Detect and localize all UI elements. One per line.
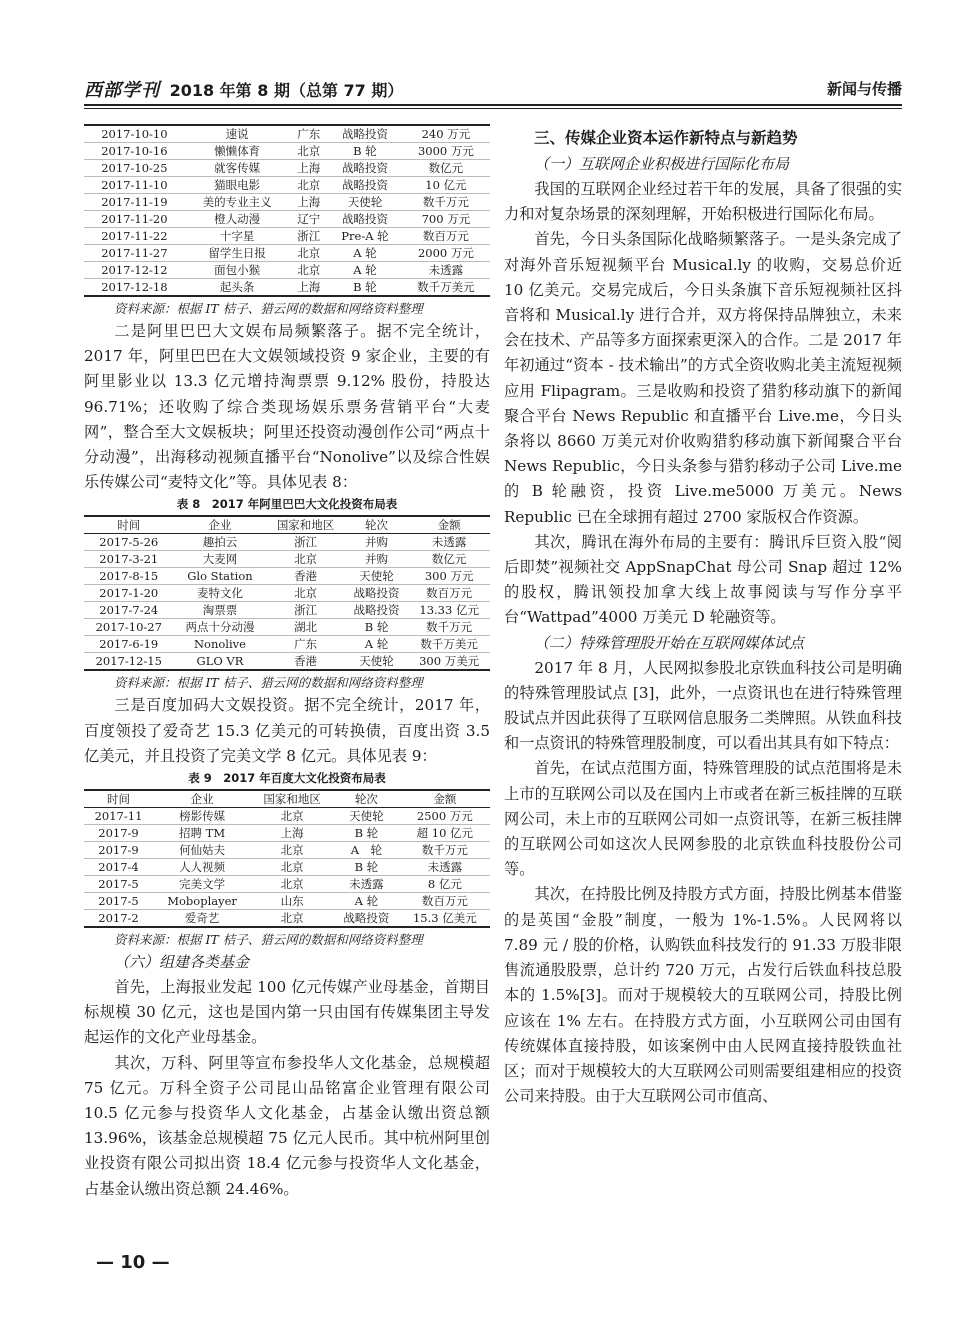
table-header-cell: 金额	[408, 516, 490, 534]
table-row	[84, 825, 490, 842]
table-cell: 北京	[280, 860, 304, 875]
table-cell: 数千万美元	[417, 280, 475, 294]
table-cell: 超 10 亿元	[416, 826, 474, 841]
table-cell: 2017-11-20	[101, 212, 168, 226]
table-cell: 2017-11-19	[101, 195, 168, 209]
table-cell: 榜影传媒	[179, 809, 226, 824]
table-9-caption: 表 9 2017 年百度大文化投资布局表	[188, 771, 386, 786]
table-row	[84, 808, 490, 825]
table-row	[84, 568, 490, 585]
table-cell: 香港	[294, 569, 318, 584]
table-cell: 2017-11-22	[101, 229, 168, 243]
table-9-source: 资料来源：根据 IT 桔子、猎云网的数据和网络资料整理	[114, 932, 423, 948]
table-cell: 上海	[280, 826, 304, 841]
table-cell: 麦特文化	[196, 586, 243, 601]
table-cell: 2017-9	[98, 826, 139, 841]
table-cell: A 轮	[364, 637, 389, 652]
table-cell: 240 万元	[421, 127, 471, 141]
right-column	[504, 124, 902, 1109]
left-column	[84, 124, 490, 1202]
table-row	[84, 279, 490, 297]
table-cell: 2017-2	[98, 911, 139, 926]
left-paragraphs-3	[84, 975, 490, 1202]
table-cell: 爱奇艺	[184, 911, 220, 926]
table-cell: B 轮	[364, 620, 389, 635]
table-cell: 北京	[297, 246, 321, 260]
table-cell: 并购	[365, 535, 389, 550]
table-row	[84, 636, 490, 653]
issue-label: 2018 年第 8 期（总第 77 期）	[169, 81, 404, 100]
table-source: 资料来源：根据 IT 桔子、猎云网的数据和网络资料整理	[114, 301, 423, 316]
table-cell: 战略投资	[343, 911, 390, 926]
table-row	[84, 211, 490, 228]
table-header-cell: 时间	[84, 790, 153, 808]
body-paragraph: 二是阿里巴巴大文娱布局频繁落子。据不完全统计，2017 年，阿里巴巴在大文娱领域投资 9 家企业，主要的有阿里影业以 13.3 亿元增持淘票票 9.12% 股份，持股达 96.71%；还收购了综合类现场娱乐票务营销平台“大麦网”，整合至大文娱板块；阿里还投资动漫创作公司“两点十分动漫”，出海移动视频直播平台“Nonolive”以及综合性娱乐传媒公司“麦特文化”等。具体见表 8：	[84, 322, 490, 492]
table-cell: 数千万美元	[420, 637, 478, 652]
body-paragraph: 2017 年 8 月，人民网拟参股北京铁血科技公司是明确的特殊管理股试点 [3]，此外，一点资讯也在进行特殊管理股试点并因此获得了互联网信息服务二类牌照。从铁血科技和一点资讯的特殊管理股制度，可以看出其具有如下特点：	[504, 658, 902, 753]
table-cell: 未透露	[427, 860, 463, 875]
table-row	[84, 194, 490, 211]
table-cell: 2017-6-19	[99, 637, 159, 652]
table-cell: 2017-4	[98, 860, 139, 875]
right-paragraphs-1	[504, 177, 902, 631]
body-paragraph: 三是百度加码大文娱投资。据不完全统计，2017 年，百度领投了爱奇艺 15.3 亿美元的可转换债，百度出资 3.5 亿美元，并且投资了完美文学 8 亿元。具体见表 9：	[84, 696, 490, 765]
table-row	[84, 893, 490, 910]
table-cell: 2000 万元	[417, 246, 474, 260]
table-cell: 美的专业主义	[202, 195, 272, 209]
table-cell: 面包小猴	[214, 263, 261, 277]
table-header-cell: 轮次	[345, 516, 409, 534]
table-row	[84, 177, 490, 194]
table-cell: 2500 万元	[416, 809, 473, 824]
table-cell: 2017-3-21	[99, 552, 159, 567]
table-cell: 起头条	[219, 280, 255, 294]
table-cell: 数千万元	[426, 620, 473, 635]
journal-logo: 西部学刊	[84, 80, 160, 101]
table-cell: 2017-10-16	[101, 144, 168, 158]
table-cell: 300 万美元	[419, 654, 480, 669]
table-cell: 北京	[297, 178, 321, 192]
header-rule-thin	[84, 108, 902, 109]
table-cell: 辽宁	[297, 212, 321, 226]
table-cell: 十字星	[219, 229, 255, 243]
table-cell: 浙江	[297, 229, 321, 243]
table-cell: 上海	[297, 280, 321, 294]
table-header-cell: 国家和地区	[251, 790, 333, 808]
table-cell: 13.33 亿元	[419, 603, 479, 618]
table-cell: 橙人动漫	[214, 212, 261, 226]
table-cell: 2017-5	[98, 894, 139, 909]
table-cell: 浙江	[294, 535, 318, 550]
table-cell: 北京	[280, 809, 304, 824]
subheading-funds: （六）组建各类基金	[114, 953, 250, 972]
table-cell: 数亿元	[428, 161, 464, 175]
table-cell: 留学生日报	[208, 246, 266, 260]
table-cell: 北京	[280, 911, 304, 926]
table-cell: 2017-10-10	[101, 127, 168, 141]
table-cell: 数千万元	[422, 195, 469, 209]
table-cell: 招聘 TM	[179, 826, 226, 841]
table-cell: 战略投资	[341, 178, 388, 192]
table-cell: 2017-12-12	[101, 263, 168, 277]
page-number: — 10 —	[96, 1252, 170, 1273]
table-cell: 2017-7-24	[99, 603, 159, 618]
body-paragraph: 我国的互联网企业经过若干年的发展，具备了很强的实力和对复杂场景的深刻理解，开始积极进行国际化布局。	[504, 180, 902, 224]
body-paragraph: 其次，万科、阿里等宣布参投华人文化基金，总规模超 75 亿元。万科全资子公司昆山品铭富企业管理有限公司 10.5 亿元参与投资华人文化基金，占基金认缴出资总额 13.96%，该基金总规模超 75 亿元人民币。其中杭州阿里创业投资有限公司拟出资 18.4 亿元参与投资华人文化基金，占基金认缴出资总额 24.46%。	[84, 1053, 490, 1198]
running-header	[84, 74, 902, 104]
table-cell: GLO VR	[196, 654, 244, 669]
section-heading: 三、传媒企业资本运作新特点与新趋势	[534, 129, 798, 147]
table-cell: 15.3 亿美元	[412, 911, 477, 926]
table-cell: 两点十分动漫	[185, 620, 255, 635]
table-8	[84, 515, 490, 671]
table-cell: 北京	[280, 877, 304, 892]
table-cell: 数百万元	[422, 229, 469, 243]
table-row	[84, 910, 490, 928]
table-cell: 战略投资	[353, 603, 400, 618]
table-cell: 未透露	[431, 535, 467, 550]
table-cell: 天使轮	[347, 195, 383, 209]
body-paragraph: 首先，上海报业发起 100 亿元传媒产业母基金，首期目标规模 30 亿元，这也是国内第一只由国有传媒集团主导发起运作的文化产业母基金。	[84, 978, 490, 1047]
table-cell: 天使轮	[359, 569, 394, 584]
table-cell: 猫眼电影	[214, 178, 261, 192]
table-cell: 战略投资	[353, 586, 400, 601]
table-cell: 大麦网	[202, 552, 238, 567]
table-cell: Glo Station	[187, 569, 253, 584]
table-cell: 湖北	[294, 620, 318, 635]
table-cell: 2017-8-15	[99, 569, 159, 584]
table-cell: B 轮	[353, 280, 377, 294]
table-cell: 战略投资	[341, 212, 388, 226]
table-row	[84, 653, 490, 671]
table-cell: B 轮	[354, 860, 379, 875]
table-cell: Nonolive	[193, 637, 246, 652]
table-header-cell: 国家和地区	[266, 516, 344, 534]
table-cell: B 轮	[353, 144, 377, 158]
body-paragraph: 其次，在持股比例及持股方式方面，持股比例基本借鉴的是英国“金股”制度，一般为 1%-1.5%。人民网将以 7.89 元 / 股的价格，认购铁血科技发行的 91.33 万股非限售流通股股票，总计约 720 万元，占发行后铁血科技总股本的 1.5%[3]。而对于规模较大的互联网公司，持股比例应该在 1% 左右。在持股方式方面，小互联网公司由国有传统媒体直接持股，如该案例中由人民网直接持股铁血社区；而对于规模较大的大互联网公司则需要组建相应的投资公司来持股。由于大互联网公司市值高、	[504, 885, 902, 1106]
table-cell: 广东	[294, 637, 318, 652]
table-cell: 人人视频	[179, 860, 226, 875]
table-cell: 浙江	[294, 603, 318, 618]
table-cell: 2017-11-10	[101, 178, 168, 192]
table-row	[84, 585, 490, 602]
table-cell: 未透露	[428, 263, 464, 277]
table-row	[84, 602, 490, 619]
table-header-cell: 金额	[400, 790, 490, 808]
table-header-cell: 企业	[153, 790, 251, 808]
table-cell: 数百万元	[426, 586, 473, 601]
right-paragraphs-2	[504, 656, 902, 1110]
table-cell: 10 亿元	[425, 178, 467, 192]
table-cell: 天使轮	[359, 654, 394, 669]
subheading-internationalization: （一）互联网企业积极进行国际化布局	[534, 155, 790, 173]
table-cell: 就客传媒	[214, 161, 261, 175]
table-cell: 300 万元	[424, 569, 474, 584]
table-row	[84, 160, 490, 177]
table-cell: 数千万元	[421, 843, 468, 858]
table-cell: 数百万元	[421, 894, 468, 909]
table-cell: 2017-11-27	[101, 246, 168, 260]
table-row	[84, 245, 490, 262]
body-paragraph: 首先，在试点范围方面，特殊管理股的试点范围将是未上市的互联网公司以及在国内上市或者在新三板挂牌的互联网公司，未上市的互联网公司如一点资讯等，在新三板挂牌的互联网公司如这次人民网参股的北京铁血科技股份公司等。	[504, 759, 902, 879]
table-cell: 北京	[294, 586, 318, 601]
table-row	[84, 143, 490, 160]
journal-title	[84, 76, 403, 102]
table-header-row	[84, 516, 490, 534]
table-cell: 3000 万元	[417, 144, 474, 158]
table-cell: 战略投资	[341, 127, 388, 141]
table-cell: 2017-1-20	[99, 586, 159, 601]
table-cell: 懒懒体育	[214, 144, 261, 158]
table-cell: 700 万元	[421, 212, 471, 226]
table-cell: 山东	[280, 894, 304, 909]
table-row	[84, 842, 490, 859]
table-cell: 2017-11	[94, 809, 143, 824]
table-cell: 上海	[297, 195, 321, 209]
table-cell: 趣拍云	[202, 535, 238, 550]
table-row	[84, 859, 490, 876]
table-cell: 数亿元	[431, 552, 467, 567]
table-cell: A 轮	[354, 894, 379, 909]
table-cell: 广东	[297, 127, 321, 141]
table-cell: 速说	[225, 127, 249, 141]
table-cell: 2017-12-18	[101, 280, 168, 294]
table-9	[84, 789, 490, 928]
table-8-source: 资料来源：根据 IT 桔子、猎云网的数据和网络资料整理	[114, 675, 423, 691]
table-cell: B 轮	[354, 826, 379, 841]
table-row	[84, 619, 490, 636]
table-row	[84, 551, 490, 568]
table-cell: 北京	[294, 552, 318, 567]
table-cell: A 轮	[350, 843, 383, 858]
table-cell: 完美文学	[179, 877, 226, 892]
table-cell: 天使轮	[349, 809, 384, 824]
table-cell: 北京	[280, 843, 304, 858]
table-row	[84, 262, 490, 279]
header-rule	[84, 104, 902, 106]
table-header-cell: 轮次	[333, 790, 400, 808]
table-cell: 何仙姑夫	[179, 843, 226, 858]
table-cell: 并购	[365, 552, 389, 567]
table-cell: 淘票票	[202, 603, 238, 618]
table-cell: Pre-A 轮	[341, 229, 389, 243]
table-cell: 上海	[297, 161, 321, 175]
table-8-caption: 表 8 2017 年阿里巴巴大文化投资布局表	[176, 497, 398, 512]
table-row	[84, 228, 490, 245]
left-paragraphs-1	[84, 319, 490, 495]
table-cell: 2017-5	[98, 877, 139, 892]
table-cell: 战略投资	[341, 161, 388, 175]
table-cell: A 轮	[353, 263, 377, 277]
table-cell: A 轮	[353, 246, 377, 260]
table-header-cell: 时间	[84, 516, 174, 534]
table-cell: 2017-5-26	[99, 535, 159, 550]
table-cell: 8 亿元	[427, 877, 462, 892]
table-cell: 香港	[294, 654, 318, 669]
table-7-continued	[84, 124, 490, 297]
left-paragraphs-2	[84, 693, 490, 769]
body-paragraph: 首先，今日头条国际化战略频繁落子。一是头条完成了对海外音乐短视频平台 Musical.ly 的收购，交易总价近 10 亿美元。交易完成后，今日头条旗下音乐短视频社区抖音将和 Musical.ly 进行合并，双方将保持品牌独立，未来会在技术、产品等多方面探索更深入的合作。二是 2017 年年初通过“资本 - 技术输出”的方式全资收购北美主流短视频应用 Flipagram。三是收购和投资了猎豹移动旗下的新闻聚合平台 News Republic 和直播平台 Live.me，今日头条将以 8660 万美元对价收购猎豹移动旗下新闻聚合平台 News Republic，今日头条参与猎豹移动子公司 Live.me 的 B 轮融资，投资 Live.me5000 万美元。News Republic 已在全球拥有超过 2700 家版权合作资源。	[504, 230, 902, 526]
table-cell: 2017-9	[98, 843, 139, 858]
body-paragraph: 其次，腾讯在海外布局的主要有：腾讯斥巨资入股“阅后即焚”视频社交 AppSnapChat 母公司 Snap 超过 12% 的股权，腾讯领投加拿大线上故事阅读与写作分享平台“Wattpad”4000 万美元 D 轮融资等。	[504, 532, 902, 627]
table-cell: 北京	[297, 263, 321, 277]
table-cell: 2017-10-25	[101, 161, 168, 175]
table-cell: 2017-12-15	[95, 654, 162, 669]
table-cell: Moboplayer	[167, 894, 237, 909]
section-label: 新闻与传播	[826, 80, 902, 98]
table-header-row	[84, 790, 490, 808]
table-row	[84, 125, 490, 143]
table-row	[84, 876, 490, 893]
subheading-special-shares: （二）特殊管理股开始在互联网媒体试点	[534, 633, 805, 652]
table-cell: 未透露	[349, 877, 384, 892]
table-cell: 2017-10-27	[95, 620, 162, 635]
table-header-cell: 企业	[174, 516, 267, 534]
table-row	[84, 534, 490, 551]
table-cell: 北京	[297, 144, 321, 158]
